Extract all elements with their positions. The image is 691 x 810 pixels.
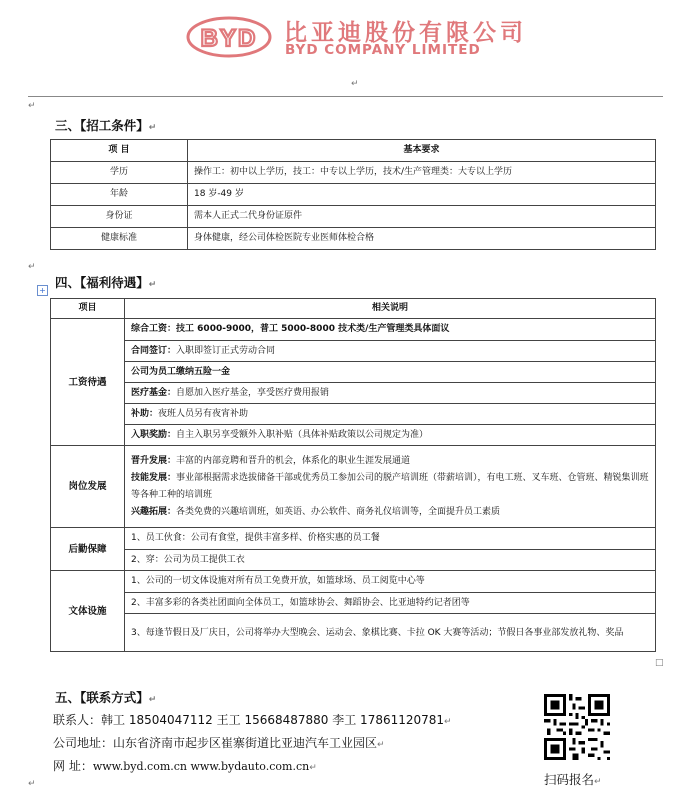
web-label: 网 址： xyxy=(53,759,93,773)
table-move-handle-icon[interactable]: + xyxy=(37,285,48,296)
category-culture: 文体设施 xyxy=(51,571,125,652)
paragraph-mark: ↵ xyxy=(377,740,385,750)
culture-item: 3、每逢节假日及厂庆日，公司将举办大型晚会、运动会、象棋比赛、卡拉 OK 大赛等活动；节假日各事业部发放礼物、奖品 xyxy=(125,614,656,652)
paragraph-mark: ↵ xyxy=(444,717,452,727)
paragraph-mark: ↵ xyxy=(148,123,157,133)
table-row xyxy=(51,593,656,614)
paragraph-mark: ↵ xyxy=(594,777,602,787)
item-cell: 健康标准 xyxy=(51,228,188,250)
contacts-label: 联系人： xyxy=(53,713,102,727)
logistics-item: 2、穿：公司为员工提供工衣 xyxy=(125,550,656,571)
benefits-table xyxy=(50,298,656,652)
company-name-cn: 比亚迪股份有限公司 xyxy=(284,20,527,46)
contacts-value: 韩工 18504047112 王工 15668487880 李工 17861120781 xyxy=(101,713,445,727)
table-row xyxy=(51,162,656,184)
header-divider xyxy=(28,96,663,97)
requirement-cell: 18 岁-49 岁 xyxy=(188,184,656,206)
contact-persons xyxy=(53,711,452,728)
culture-item: 1、公司的一切文体设施对所有员工免费开放，如篮球场、员工阅览中心等 xyxy=(125,571,656,593)
requirement-cell: 身体健康，经公司体检医院专业医师体检合格 xyxy=(188,228,656,250)
table-row xyxy=(51,184,656,206)
table-row xyxy=(51,228,656,250)
item-cell: 学历 xyxy=(51,162,188,184)
table-row xyxy=(51,446,656,528)
address-value: 山东省济南市起步区崔寨街道比亚迪汽车工业园区 xyxy=(113,736,378,750)
qr-code xyxy=(544,694,610,760)
header-cell-item: 项目 xyxy=(51,299,125,319)
career-interests: 兴趣拓展：各类免费的兴趣培训班，如英语、办公软件、商务礼仪培训等，全面提升员工素质 xyxy=(131,506,501,517)
section5-title-text: 五、【联系方式】 xyxy=(55,690,149,705)
category-logistics: 后勤保障 xyxy=(51,528,125,571)
website xyxy=(53,757,317,774)
paragraph-mark: ↵ xyxy=(28,262,36,272)
wage-row-salary: 综合工资：技工 6000-9000，普工 5000-8000 技术类/生产管理类具体面议 xyxy=(125,319,656,341)
wage-row-bonus: 入职奖励：自主入职另享受额外入职补贴（具体补贴政策以公司规定为准） xyxy=(125,425,656,446)
category-wage: 工资待遇 xyxy=(51,319,125,446)
requirements-table xyxy=(50,139,656,250)
table-row xyxy=(51,614,656,652)
section3-title-text: 三、【招工条件】 xyxy=(55,118,149,133)
paragraph-mark: ↵ xyxy=(28,779,36,789)
table-end-mark: □ xyxy=(655,658,664,668)
header-cell-item: 项 目 xyxy=(51,140,188,162)
table-header-row xyxy=(51,299,656,319)
requirement-cell: 需本人正式二代身份证原件 xyxy=(188,206,656,228)
byd-logo xyxy=(186,16,272,58)
table-row xyxy=(51,528,656,550)
wage-row-subsidy: 补助：夜班人员另有夜宵补助 xyxy=(125,404,656,425)
logistics-item: 1、员工伙食：公司有食堂，提供丰富多样、价格实惠的员工餐 xyxy=(125,528,656,550)
wage-row-contract: 合同签订：入职即签订正式劳动合同 xyxy=(125,341,656,362)
career-skills: 技能发展：事业部根据需求选拔储备干部或优秀员工参加公司的脱产培训班（带薪培训），有电工班、叉车班、仓管班、精锐集训班等各种工种的培训班 xyxy=(131,472,649,500)
category-career: 岗位发展 xyxy=(51,446,125,528)
table-row xyxy=(51,319,656,341)
company-address xyxy=(53,734,385,751)
culture-item: 2、丰富多彩的各类社团面向全体员工，如篮球协会、舞蹈协会、比亚迪特约记者团等 xyxy=(125,593,656,614)
paragraph-mark: ↵ xyxy=(28,101,36,111)
paragraph-mark: ↵ xyxy=(148,695,157,705)
career-promotion: 晋升发展：丰富的内部竞聘和晋升的机会，体系化的职业生涯发展通道 xyxy=(131,455,411,466)
table-row xyxy=(51,425,656,446)
byd-logo-text: BYD xyxy=(200,25,258,52)
career-cell xyxy=(125,446,656,528)
table-row xyxy=(51,341,656,362)
qr-label-text: 扫码报名 xyxy=(544,772,595,787)
section3-title xyxy=(55,116,156,134)
section4-title xyxy=(55,273,156,291)
section4-title-text: 四、【福利待遇】 xyxy=(55,275,149,290)
paragraph-mark: ↵ xyxy=(309,763,317,773)
company-name-en: BYD COMPANY LIMITED xyxy=(285,42,481,58)
address-label: 公司地址： xyxy=(53,736,114,750)
table-row xyxy=(51,550,656,571)
paragraph-mark: ↵ xyxy=(351,79,359,89)
table-header-row xyxy=(51,140,656,162)
section5-title xyxy=(55,688,156,706)
qr-label xyxy=(544,770,602,788)
table-row xyxy=(51,362,656,383)
web-value: www.byd.com.cn www.bydauto.com.cn xyxy=(92,760,310,773)
table-row xyxy=(51,404,656,425)
item-cell: 身份证 xyxy=(51,206,188,228)
table-row xyxy=(51,206,656,228)
header-cell-requirement: 基本要求 xyxy=(188,140,656,162)
paragraph-mark: ↵ xyxy=(148,280,157,290)
item-cell: 年龄 xyxy=(51,184,188,206)
requirement-cell: 操作工：初中以上学历，技工：中专以上学历，技术/生产管理类：大专以上学历 xyxy=(188,162,656,184)
wage-row-medical: 医疗基金：自愿加入医疗基金，享受医疗费用报销 xyxy=(125,383,656,404)
header-cell-description: 相关说明 xyxy=(125,299,656,319)
table-row xyxy=(51,383,656,404)
wage-row-insurance: 公司为员工缴纳五险一金 xyxy=(125,362,656,383)
table-row xyxy=(51,571,656,593)
